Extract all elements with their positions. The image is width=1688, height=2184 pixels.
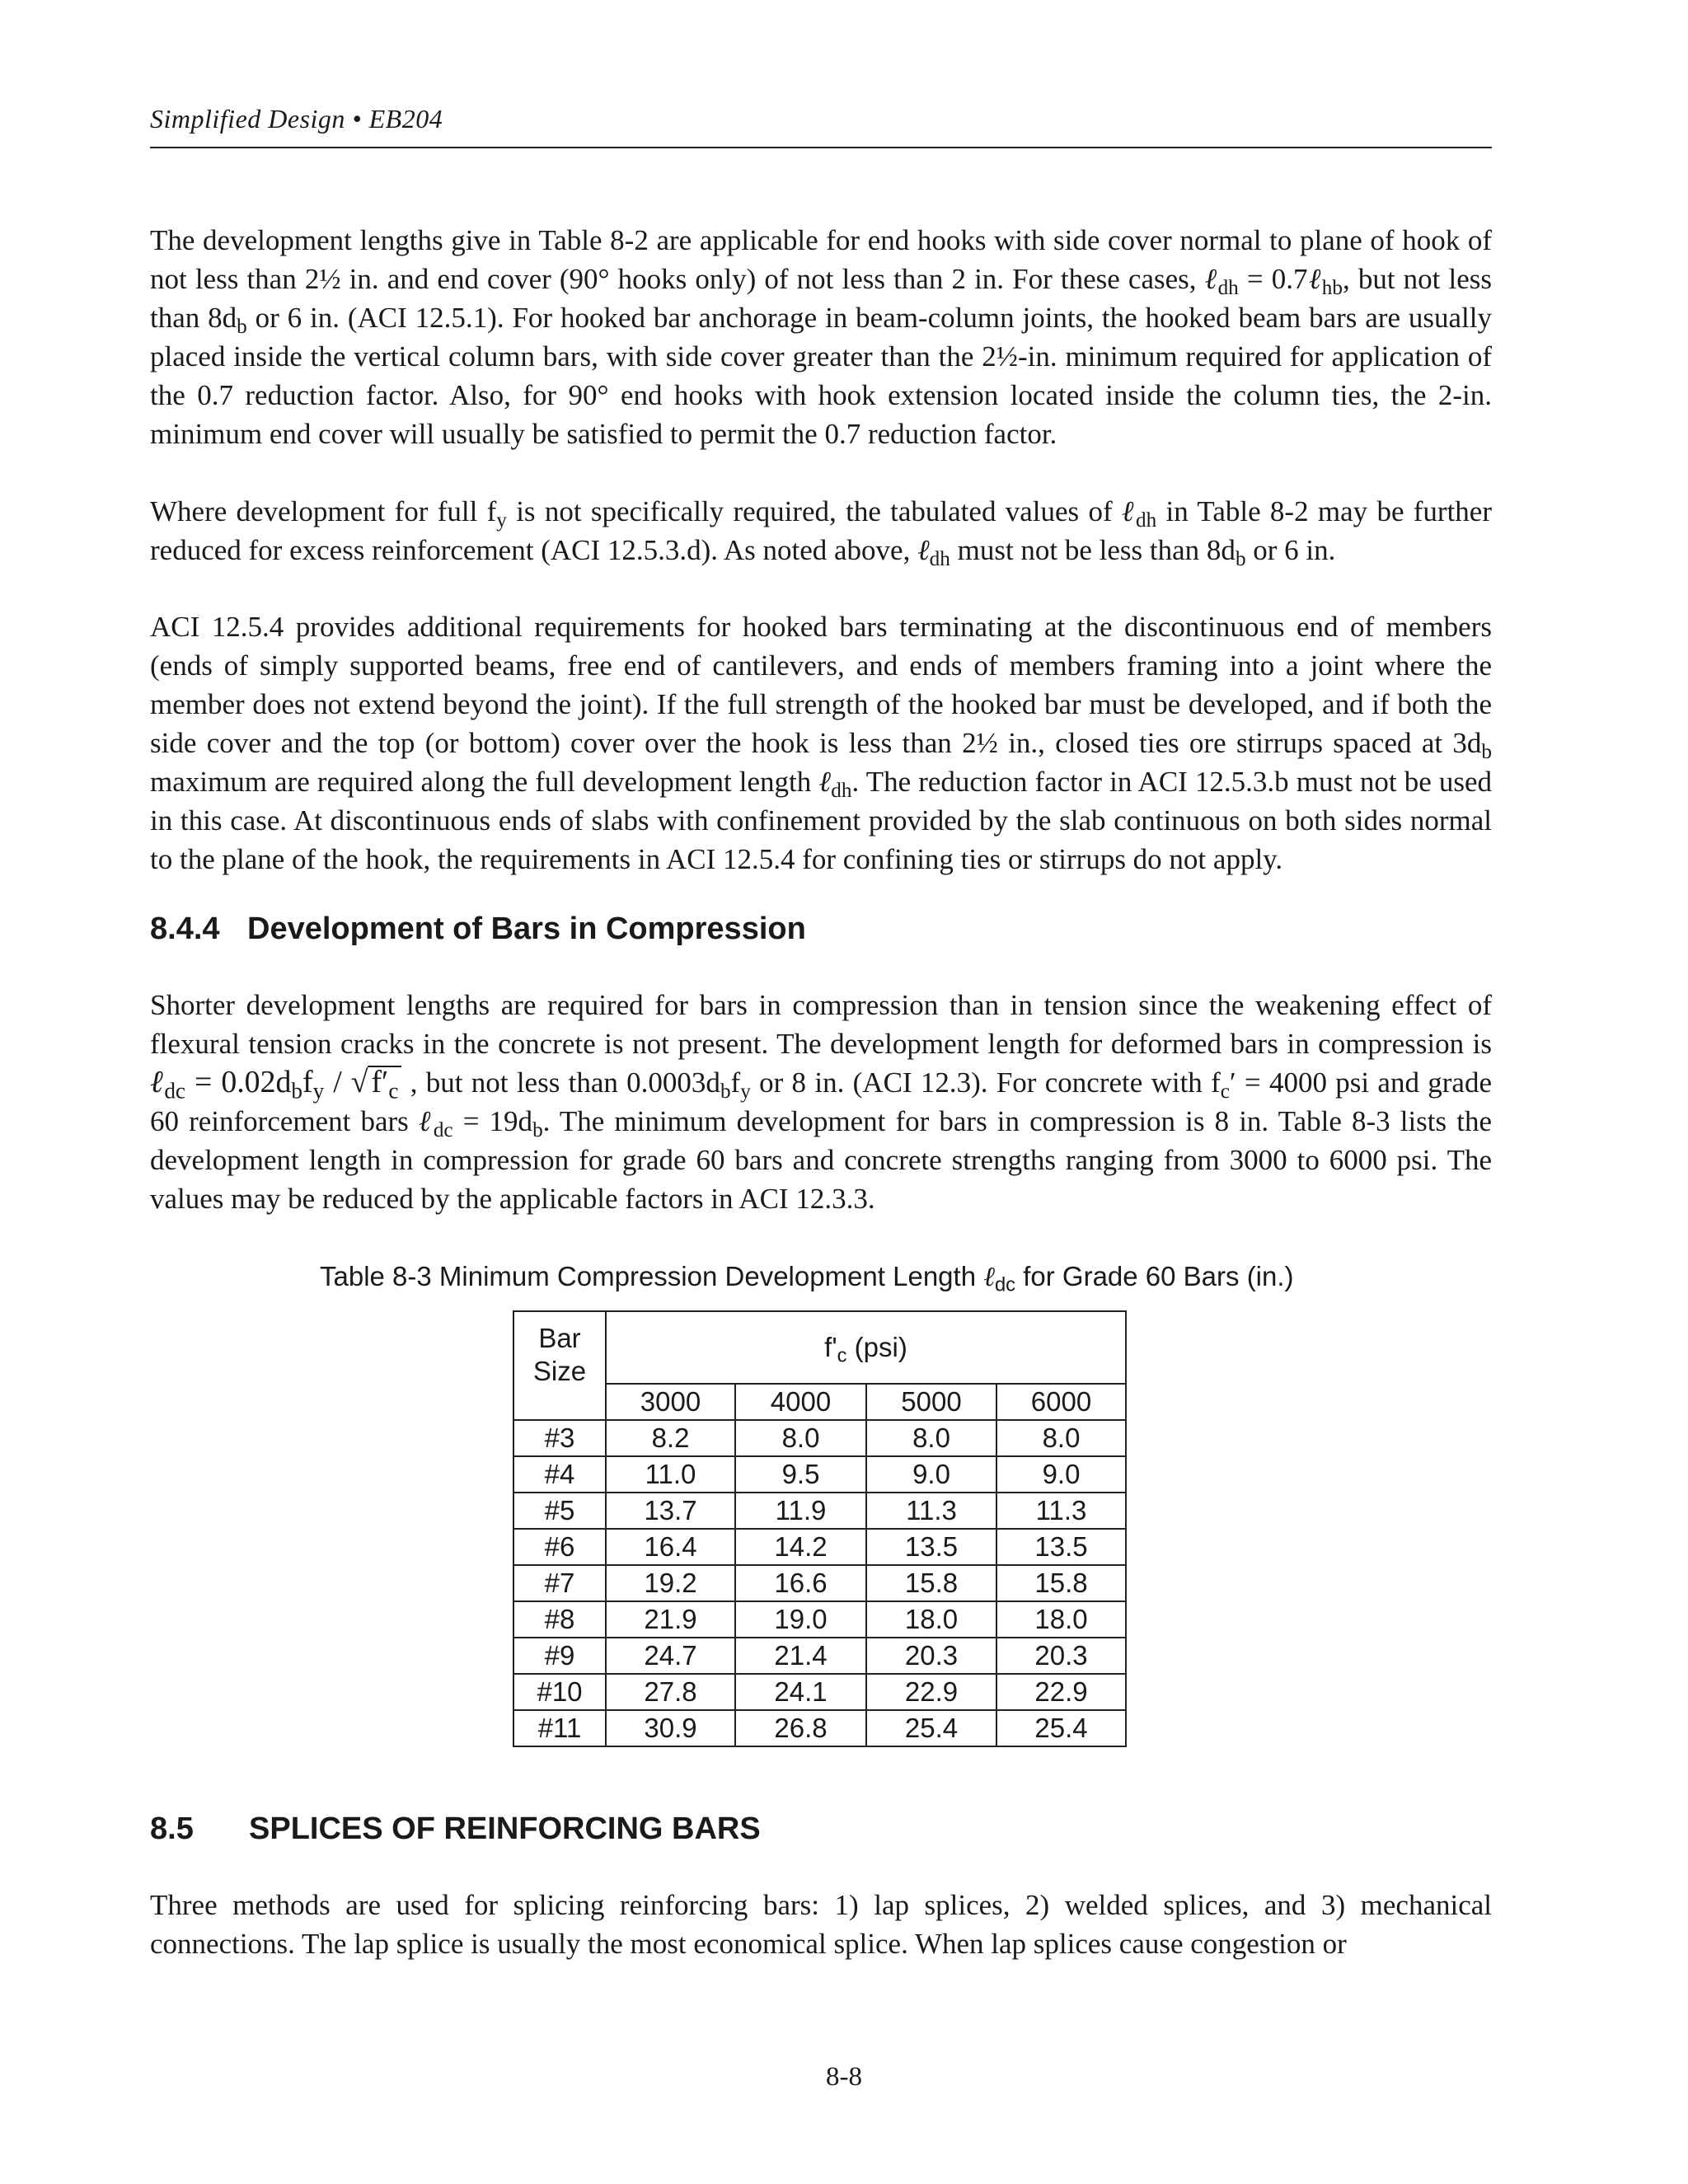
- length-value-cell: 21.9: [606, 1601, 735, 1638]
- length-value-cell: 15.8: [866, 1565, 996, 1601]
- length-value-cell: 9.5: [735, 1456, 866, 1493]
- length-value-cell: 21.4: [735, 1638, 866, 1674]
- compression-length-formula: ℓ$_{dc}$ = $0.02d_bf_y$ / √ $f'_c$: [150, 1065, 401, 1099]
- length-value-cell: 11.0: [606, 1456, 735, 1493]
- length-value-cell: 27.8: [606, 1674, 735, 1710]
- length-value-cell: 19.0: [735, 1601, 866, 1638]
- paragraph-splice-methods: Three methods are used for splicing reinforcing bars: 1) lap splices, 2) welded splices, and 3) mechanical connections. The lap splice is usually the most economical splice. When lap splices cause congestion or: [150, 1889, 1492, 1960]
- square-root-term: $f'_c$: [368, 1066, 401, 1099]
- length-value-cell: 14.2: [735, 1529, 866, 1565]
- paragraph-hooks-cover: The development lengths give in Table 8-2 are applicable for end hooks with side cover normal to plane of hook of not less than 2½ in. and end cover (90° hooks only) of not less than 2 in. For these cases, ℓ$_{dh}$ = 0.7ℓ$_{hb}$, but not less than $8d_b$ or 6 in. (ACI 12.5.1). For hooked bar anchorage in beam-column joints, the hooked beam bars are usually placed inside the vertical column bars, with side cover greater than the 2½-in. minimum required for application of the 0.7 reduction factor. Also, for 90° end hooks with hook extension located inside the column ties, the 2-in. minimum end cover will usually be satisfied to permit the 0.7 reduction factor.: [150, 224, 1493, 450]
- paragraph-discontinuous-ends: ACI 12.5.4 provides additional requirements for hooked bars terminating at the discontinuous end of members (ends of simply supported beams, free end of cantilevers, and ends of members framing into a joint where the member does not extend beyond the joint). If the full strength of the hooked bar must be developed, and if both the side cover and the top (or bottom) cover over the hook is less than 2½ in., closed ties ore stirrups spaced at $3d_b$ maximum are required along the full development length ℓ$_{dh}$. The reduction factor in ACI 12.5.3.b must not be used in this case. At discontinuous ends of slabs with confinement provided by the slab continuous on both sides normal to the plane of the hook, the requirements in ACI 12.5.4 for confining ties or stirrups do not apply.: [150, 611, 1492, 875]
- length-value-cell: 16.6: [735, 1565, 866, 1601]
- column-header: 6000: [996, 1384, 1126, 1420]
- length-value-cell: 25.4: [996, 1710, 1126, 1746]
- length-value-cell: 11.3: [996, 1493, 1126, 1529]
- bar-size-cell: #8: [513, 1601, 606, 1638]
- bar-size-cell: #3: [513, 1420, 606, 1456]
- length-value-cell: 13.5: [996, 1529, 1126, 1565]
- length-value-cell: 13.5: [866, 1529, 996, 1565]
- length-value-cell: 9.0: [866, 1456, 996, 1493]
- bar-size-cell: #4: [513, 1456, 606, 1493]
- length-value-cell: 30.9: [606, 1710, 735, 1746]
- length-value-cell: 11.9: [735, 1493, 866, 1529]
- length-value-cell: 22.9: [866, 1674, 996, 1710]
- length-value-cell: 20.3: [996, 1638, 1126, 1674]
- length-value-cell: 24.1: [735, 1674, 866, 1710]
- length-value-cell: 8.0: [866, 1420, 996, 1456]
- table-row: [513, 1710, 1126, 1746]
- header-rule: [150, 147, 1492, 148]
- length-value-cell: 18.0: [996, 1601, 1126, 1638]
- table-row: [513, 1565, 1126, 1601]
- page-number: 8-8: [826, 2062, 862, 2092]
- length-value-cell: 20.3: [866, 1638, 996, 1674]
- compression-development-table: [513, 1310, 1127, 1747]
- table-row: [513, 1456, 1126, 1493]
- paragraph-compression-development: Shorter development lengths are required for bars in compression than in tension since the weakening effect of flexural tension cracks in the concrete is not present. The development length for deformed bars in compression is ℓ$_{dc}$ = $0.02d_bf_y$ / √ $f'_c$ , but not less than $0.0003d_bf_y$ or 8 in. (ACI 12.3). For concrete with $f_c' = 4000$ psi and grade 60 reinforcement bars ℓ$_{dc}$ = $19d_b$. The minimum development for bars in compression is 8 in. Table 8-3 lists the development length in compression for grade 60 bars and concrete strengths ranging from 3000 to 6000 psi. The values may be reduced by the applicable factors in ACI 12.3.3.: [150, 989, 1492, 1215]
- bar-size-cell: #5: [513, 1493, 606, 1529]
- length-value-cell: 25.4: [866, 1710, 996, 1746]
- table-row: [513, 1529, 1126, 1565]
- length-value-cell: 15.8: [996, 1565, 1126, 1601]
- section-heading-8-5: 8.5 SPLICES OF REINFORCING BARS: [150, 1811, 761, 1846]
- length-value-cell: 26.8: [735, 1710, 866, 1746]
- column-header: 4000: [735, 1384, 866, 1420]
- length-value-cell: 8.0: [735, 1420, 866, 1456]
- table-row: [513, 1601, 1126, 1638]
- column-header: 3000: [606, 1384, 735, 1420]
- table-row: [513, 1493, 1126, 1529]
- length-value-cell: 19.2: [606, 1565, 735, 1601]
- section-heading-8-4-4: 8.4.4 Development of Bars in Compression: [150, 912, 806, 946]
- bar-size-cell: #9: [513, 1638, 606, 1674]
- length-value-cell: 9.0: [996, 1456, 1126, 1493]
- length-value-cell: 24.7: [606, 1638, 735, 1674]
- bar-size-header: Bar Size: [513, 1311, 606, 1420]
- length-value-cell: 18.0: [866, 1601, 996, 1638]
- paragraph-excess-reinforcement: Where development for full $f_y$ is not specifically required, the tabulated values of ℓ$_{dh}$ in Table 8-2 may be further reduced for excess reinforcement (ACI 12.5.3.d). As noted above, ℓ$_{dh}$ must not be less than $8d_b$ or 6 in.: [150, 495, 1492, 571]
- running-header: Simplified Design • EB204: [150, 104, 443, 134]
- table-caption: Table 8-3 Minimum Compression Development Length ℓ$_{dc}$ for Grade 60 Bars (in.): [320, 1261, 1294, 1296]
- length-value-cell: 22.9: [996, 1674, 1126, 1710]
- length-value-cell: 13.7: [606, 1493, 735, 1529]
- table-row: [513, 1674, 1126, 1710]
- length-value-cell: 16.4: [606, 1529, 735, 1565]
- bar-size-cell: #6: [513, 1529, 606, 1565]
- table-row: [513, 1638, 1126, 1674]
- bar-size-cell: #11: [513, 1710, 606, 1746]
- length-value-cell: 8.2: [606, 1420, 735, 1456]
- bar-size-cell: #7: [513, 1565, 606, 1601]
- length-value-cell: 8.0: [996, 1420, 1126, 1456]
- column-header: 5000: [866, 1384, 996, 1420]
- fc-header: $f'_c$ (psi): [606, 1311, 1126, 1384]
- bar-size-cell: #10: [513, 1674, 606, 1710]
- length-value-cell: 11.3: [866, 1493, 996, 1529]
- table-row: [513, 1420, 1126, 1456]
